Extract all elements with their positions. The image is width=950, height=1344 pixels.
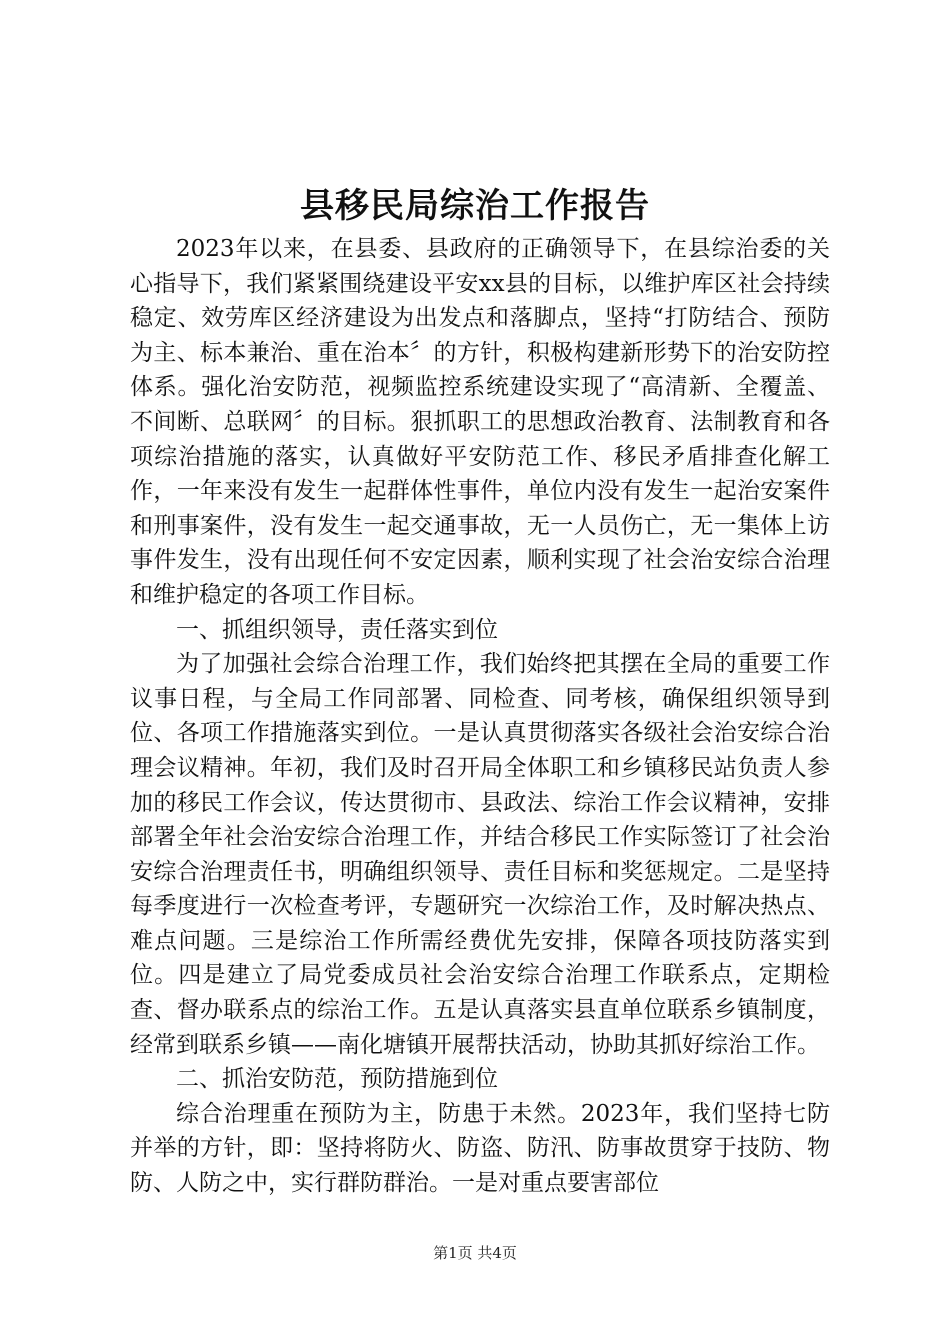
section-heading-1: 一、抓组织领导，责任落实到位 (176, 616, 498, 643)
section-heading-2: 二、抓治安防范，预防措施到位 (176, 1066, 498, 1093)
page-footer: 第1页 共4页 (433, 1244, 517, 1262)
document-title: 县移民局综治工作报告 (300, 186, 650, 226)
document-body (130, 232, 830, 1201)
paragraph-section-2: 综合治理重在预防为主，防患于未然。2023年，我们坚持七防并举的方针，即：坚持将防火、防盗、防汛、防事故贯穿于技防、物防、人防之中，实行群防群治。一是对重点要害部位 (130, 1100, 830, 1197)
paragraph-intro: 2023年以来，在县委、县政府的正确领导下，在县综治委的关心指导下，我们紧紧围绕建设平安xx县的目标，以维护库区社会持续稳定、效劳库区经济建设为出发点和落脚点，坚持“打防结合、预防为主、标本兼治、重在治本〞的方针，积极构建新形势下的治安防控体系。强化治安防范，视频监控系统建设实现了“高清新、全覆盖、不间断、总联网〞的目标。狠抓职工的思想政治教育、法制教育和各项综治措施的落实，认真做好平安防范工作、移民矛盾排查化解工作，一年来没有发生一起群体性事件，单位内没有发生一起治安案件和刑事案件，没有发生一起交通事故，无一人员伤亡，无一集体上访事件发生，没有出现任何不安定因素，顺利实现了社会治安综合治理和维护稳定的各项工作目标。 (130, 236, 830, 608)
paragraph-section-1: 为了加强社会综合治理工作，我们始终把其摆在全局的重要工作议事日程，与全局工作同部署、同检查、同考核，确保组织领导到位、各项工作措施落实到位。一是认真贯彻落实各级社会治安综合治理会议精神。年初，我们及时召开局全体职工和乡镇移民站负责人参加的移民工作会议，传达贯彻市、县政法、综治工作会议精神，安排部署全年社会治安综合治理工作，并结合移民工作实际签订了社会治安综合治理责任书，明确组织领导、责任目标和奖惩规定。二是坚持每季度进行一次检查考评，专题研究一次综治工作，及时解决热点、难点问题。三是综治工作所需经费优先安排，保障各项技防落实到位。四是建立了局党委成员社会治安综合治理工作联系点，定期检查、督办联系点的综治工作。五是认真落实县直单位联系乡镇制度，经常到联系乡镇——南化塘镇开展帮扶活动，协助其抓好综治工作。 (130, 651, 830, 1058)
